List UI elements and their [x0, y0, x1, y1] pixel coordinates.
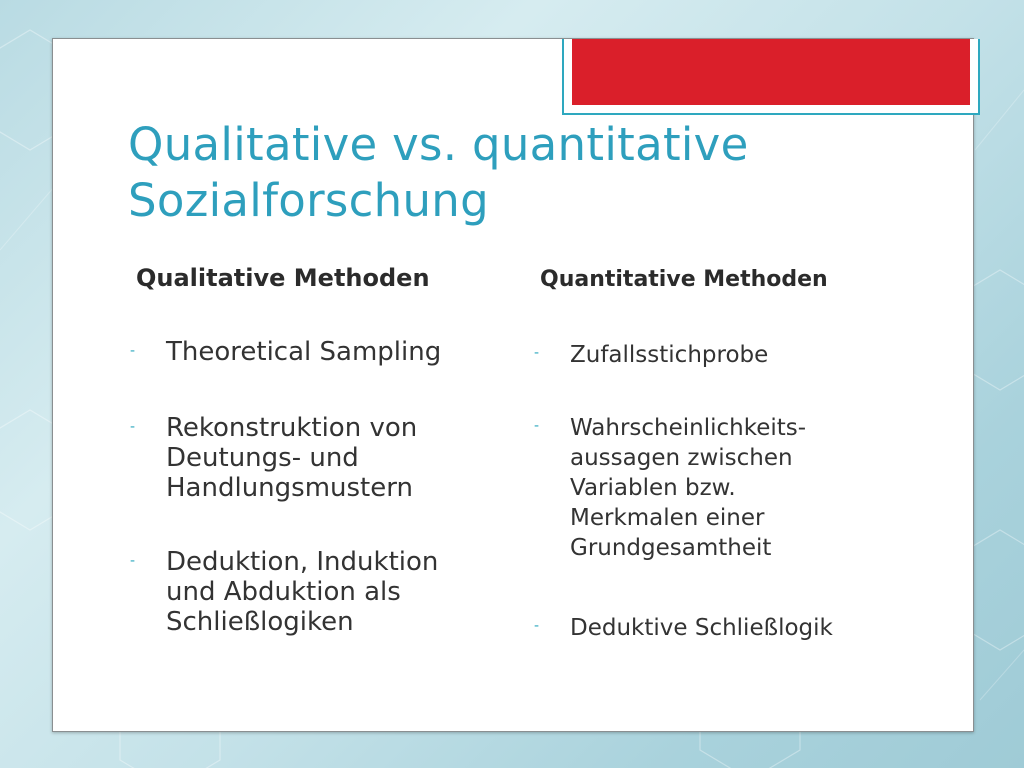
list-item-line: Rekonstruktion von [166, 413, 418, 443]
list-item-line: Variablen bzw. [570, 475, 736, 501]
list-item [130, 337, 510, 371]
list-item [534, 413, 924, 565]
list-item-line: Grundgesamtheit [570, 535, 772, 561]
header-red-tab [572, 39, 970, 105]
header-tab-frame [562, 39, 980, 115]
bullet-dash: - [534, 345, 540, 361]
list-item [130, 547, 510, 639]
bullet-dash: - [130, 343, 136, 359]
bullet-dash: - [534, 618, 540, 634]
bullet-dash: - [534, 418, 540, 434]
list-item-line: Zufallsstichprobe [570, 342, 769, 368]
bullet-dash: - [130, 419, 136, 435]
list-item-line: aussagen zwischen [570, 445, 793, 471]
slide-title [128, 117, 888, 229]
list-item-line: und Abduktion als [166, 577, 401, 607]
list-item-line: Merkmalen einer [570, 505, 765, 531]
list-item-line: Theoretical Sampling [166, 337, 442, 367]
slide-title-line-1: Qualitative vs. quantitative [128, 118, 749, 171]
list-item-line: Deduktion, Induktion [166, 547, 439, 577]
bullet-dash: - [130, 553, 136, 569]
list-item-line: Deduktive Schließlogik [570, 615, 833, 641]
list-item-line: Schließlogiken [166, 607, 354, 637]
list-item-line: Wahrscheinlichkeits- [570, 415, 807, 441]
list-item-line: Deutungs- und [166, 443, 359, 473]
list-item [130, 413, 510, 505]
slide-title-line-2: Sozialforschung [128, 174, 489, 227]
list-item [534, 340, 924, 372]
qualitative-heading: Qualitative Methoden [136, 264, 430, 292]
list-item-line: Handlungsmustern [166, 473, 413, 503]
list-item [534, 613, 924, 645]
quantitative-heading: Quantitative Methoden [540, 267, 828, 292]
